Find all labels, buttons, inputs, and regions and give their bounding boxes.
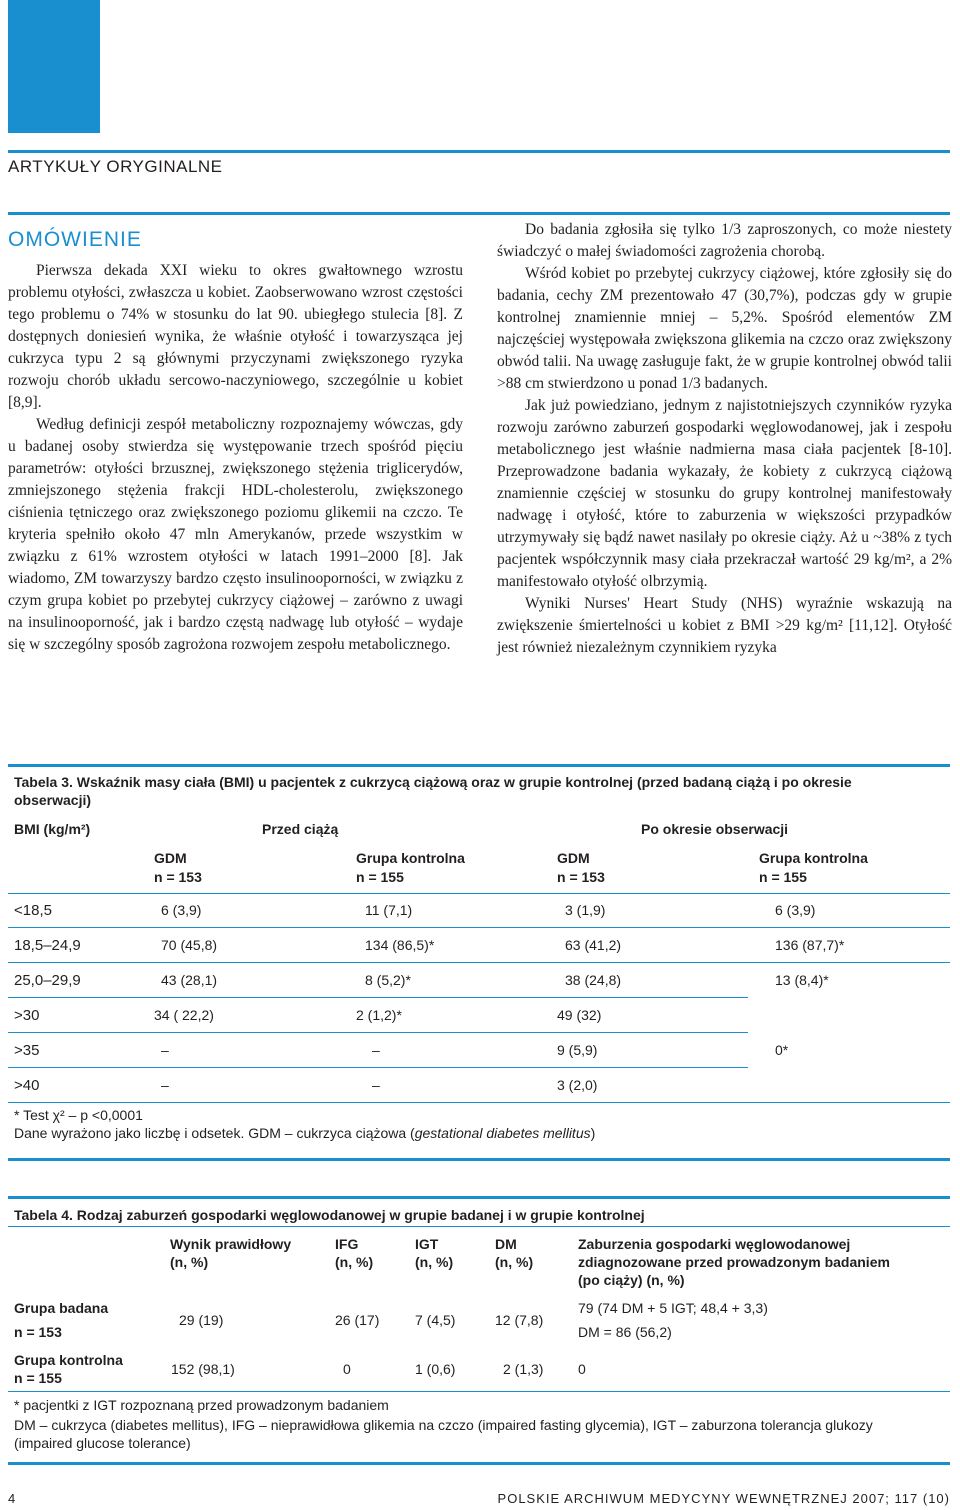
- table-cell: 136 (87,7)*: [775, 937, 845, 953]
- table-rule: [8, 893, 950, 894]
- cell: 2 (1,3): [503, 1361, 544, 1377]
- note-text: ): [590, 1125, 596, 1141]
- table-cell: 9 (5,9): [557, 1042, 598, 1058]
- section-rule: [8, 150, 950, 153]
- col-head: zdiagnozowane przed prowadzonym badaniem: [578, 1254, 890, 1270]
- bmi-category: 25,0–29,9: [14, 972, 81, 989]
- table3-caption: [14, 773, 874, 809]
- table-cell: 134 (86,5)*: [365, 937, 435, 953]
- table-cell: –: [161, 1077, 169, 1093]
- bmi-category: >35: [14, 1042, 40, 1059]
- table-rule: [8, 997, 748, 998]
- table-cell: 3 (1,9): [565, 902, 606, 918]
- table4-note: * pacjentki z IGT rozpoznaną przed prowadzonym badaniem: [14, 1397, 389, 1413]
- table-cell: 0*: [775, 1042, 789, 1058]
- note-italic: gestational diabetes mellitus: [414, 1125, 591, 1141]
- right-column: [497, 219, 952, 659]
- subhead: GDM: [154, 850, 187, 866]
- table3-label: Tabela 3.: [14, 774, 73, 790]
- table-cell: 43 (28,1): [161, 972, 218, 988]
- paragraph: Według definicji zespół metaboliczny rozpoznajemy wówczas, gdy u badanej osoby stwierdza się występowanie trzech spośród pięciu parametrów: otyłości brzusznej, zwiększonego stężenia triglicerydów, zmniejszonego stężenia frakcji HDL-cholesterolu, zwiększonego ciśnienia tętniczego oraz zwiększonego poziomu glikemii na czczo. Te kryteria spełniło około 47 mln Amerykanów, przede wszystkim w związku z 61% wzrostem otyłości w latach 1991–2000 [8]. Jak wiadomo, ZM towarzyszy bardzo często insulinooporności, w związku z czym grupa kobiet po przebytej cukrzycy ciążowej – zarówno z uwagi na insulinooporność, jak i bardzo częstą nadwagę lub otyłość – wydaje się w szczególny sposób zagrożona rozwojem zespołu metabolicznego.: [8, 416, 463, 653]
- row-n: n = 153: [14, 1324, 62, 1340]
- content-rule: [8, 212, 950, 215]
- cell: 26 (17): [335, 1312, 380, 1328]
- table-cell: 11 (7,1): [365, 902, 413, 918]
- col-head: (po ciąży) (n, %): [578, 1272, 685, 1288]
- subhead: n = 153: [557, 869, 605, 885]
- col-head: (n, %): [415, 1254, 454, 1270]
- table4-top-rule: [8, 1196, 950, 1199]
- table-cell: –: [372, 1042, 380, 1058]
- paragraph: Jak już powiedziano, jednym z najistotniejszych czynników ryzyka rozwoju zarówno zaburzeń gospodarki węglowodanowej, jak i zespołu metabolicznego jest właśnie nadmierna masa ciała pacjentek [8-10]. Przeprowadzone badania wykazały, że kobiety z cukrzycą ciążową znamiennie częściej w stosunku do grupy kontrolnej manifestowały nadwagę i otyłość, które to zaburzenia w większości przypadków utrzymywały się bądź nawet nasilały po okresie ciąży. Aż u ~38% z tych pacjentek współczynnik masy ciała przekraczał wartość 29 kg/m², a 2% manifestowało otyłość olbrzymią.: [497, 397, 952, 590]
- table-cell: 6 (3,9): [161, 902, 202, 918]
- page-number: 4: [8, 1491, 17, 1506]
- table4-caption: [14, 1207, 645, 1223]
- table4-title: Rodzaj zaburzeń gospodarki węglowodanowej w grupie badanej i w grupie kontrolnej: [76, 1207, 645, 1223]
- table-cell: –: [372, 1077, 380, 1093]
- table-rule: [8, 1032, 748, 1033]
- table-cell: 2 (1,2)*: [356, 1007, 402, 1023]
- bmi-category: >30: [14, 1007, 40, 1024]
- paragraph: Wyniki Nurses' Heart Study (NHS) wyraźnie wskazują na zwiększenie śmiertelności u kobiet z BMI >29 kg/m² [11,12]. Otyłość jest również niezależnym czynnikiem ryzyka: [497, 595, 952, 656]
- table-cell: 63 (41,2): [565, 937, 622, 953]
- cell: 79 (74 DM + 5 IGT; 48,4 + 3,3): [578, 1300, 768, 1316]
- bmi-category: 18,5–24,9: [14, 937, 81, 954]
- table-rule: [8, 1067, 748, 1068]
- col-head: (n, %): [335, 1254, 374, 1270]
- note-text: Dane wyrażono jako liczbę i odsetek. GDM – cukrzyca ciążowa (: [14, 1125, 415, 1141]
- bmi-header: BMI (kg/m²): [14, 821, 91, 837]
- col-head: Wynik prawidłowy: [170, 1236, 292, 1252]
- subhead: n = 155: [759, 869, 807, 885]
- group-after: Po okresie obserwacji: [641, 821, 789, 837]
- cell: DM = 86 (56,2): [578, 1324, 672, 1340]
- table-rule: [8, 1226, 950, 1227]
- table3-title: Wskaźnik masy ciała (BMI) u pacjentek z cukrzycą ciążową oraz w grupie kontrolnej (przed badaną ciążą i po okresie obserwacji): [14, 774, 852, 808]
- table-cell: 6 (3,9): [775, 902, 816, 918]
- paragraph: Do badania zgłosiła się tylko 1/3 zaproszonych, co może niestety świadczyć o małej świadomości zagrożenia chorobą.: [497, 221, 952, 260]
- col-head: (n, %): [495, 1254, 534, 1270]
- blue-corner-block: [8, 0, 100, 133]
- col-head: (n, %): [170, 1254, 209, 1270]
- col-head: IGT: [415, 1236, 439, 1252]
- subhead: Grupa kontrolna: [759, 850, 868, 866]
- cell: 152 (98,1): [171, 1361, 235, 1377]
- table-cell: 3 (2,0): [557, 1077, 598, 1093]
- col-head: DM: [495, 1236, 517, 1252]
- bmi-category: <18,5: [14, 902, 52, 919]
- table-rule: [8, 1391, 950, 1392]
- subhead: Grupa kontrolna: [356, 850, 465, 866]
- table4-label: Tabela 4.: [14, 1207, 73, 1223]
- table3-note: * Test χ² – p <0,0001: [14, 1107, 143, 1123]
- group-before: Przed ciążą: [262, 821, 339, 837]
- table-cell: 34 ( 22,2): [154, 1007, 214, 1023]
- subhead: GDM: [557, 850, 590, 866]
- section-title: ARTYKUŁY ORYGINALNE: [8, 157, 223, 176]
- table3-note: [14, 1125, 595, 1141]
- bmi-category: >40: [14, 1077, 40, 1094]
- table-rule: [8, 962, 950, 963]
- table4-note: DM – cukrzyca (diabetes mellitus), IFG – nieprawidłowa glikemia na czczo (impaired fasting glycemia), IGT – zaburzona tolerancja glukozy (impaired glucose tolerance): [14, 1417, 873, 1451]
- cell: 1 (0,6): [415, 1361, 456, 1377]
- row-label: Grupa kontrolna: [14, 1352, 123, 1368]
- table-rule: [8, 1102, 950, 1103]
- table-cell: 13 (8,4)*: [775, 972, 829, 988]
- table-cell: 8 (5,2)*: [365, 972, 411, 988]
- table-cell: 38 (24,8): [565, 972, 622, 988]
- left-column: [8, 260, 463, 656]
- col-head: Zaburzenia gospodarki węglowodanowej: [578, 1236, 851, 1252]
- cell: 0: [343, 1361, 351, 1377]
- row-n: n = 155: [14, 1370, 62, 1386]
- table-cell: 49 (32): [557, 1007, 602, 1023]
- cell: 7 (4,5): [415, 1312, 456, 1328]
- cell: 12 (7,8): [495, 1312, 544, 1328]
- col-head: IFG: [335, 1236, 359, 1252]
- paragraph: Wśród kobiet po przebytej cukrzycy ciążowej, które zgłosiły się do badania, cechy ZM prezentowało 47 (30,7%), podczas gdy w grupie kontrolnej znamiennie mniej – 5,2%. Spośród elementów ZM najczęściej występowała zwiększona glikemia na czczo oraz zwiększony obwód talii. Na uwagę zasługuje fakt, że w grupie kontrolnej obwód talii >88 cm stwierdzono u ponad 1/3 badanych.: [497, 265, 952, 392]
- table-cell: –: [161, 1042, 169, 1058]
- journal-footer: POLSKIE ARCHIWUM MEDYCYNY WEWNĘTRZNEJ 2007; 117 (10): [497, 1491, 950, 1506]
- table3-bottom-rule: [8, 1158, 950, 1161]
- article-heading: OMÓWIENIE: [8, 228, 142, 251]
- subhead: n = 155: [356, 869, 404, 885]
- table-rule: [8, 927, 950, 928]
- paragraph: Pierwsza dekada XXI wieku to okres gwałtownego wzrostu problemu otyłości, zwłaszcza u kobiet. Zaobserwowano wzrost częstości tego problemu o 74% w stosunku do lat 90. ubiegłego stulecia [8]. Z dostępnych doniesień wynika, że właśnie otyłość i towarzysząca jej cukrzyca typu 2 są głównymi przyczynami zwiększonego ryzyka rozwoju chorób układu sercowo-naczyniowego, szczególnie u kobiet [8,9].: [8, 262, 463, 411]
- cell: 29 (19): [179, 1312, 224, 1328]
- table4-bottom-rule: [8, 1462, 950, 1465]
- table-cell: 70 (45,8): [161, 937, 218, 953]
- cell: 0: [578, 1361, 586, 1377]
- row-label: Grupa badana: [14, 1300, 109, 1316]
- table3-top-rule: [8, 764, 950, 767]
- subhead: n = 153: [154, 869, 202, 885]
